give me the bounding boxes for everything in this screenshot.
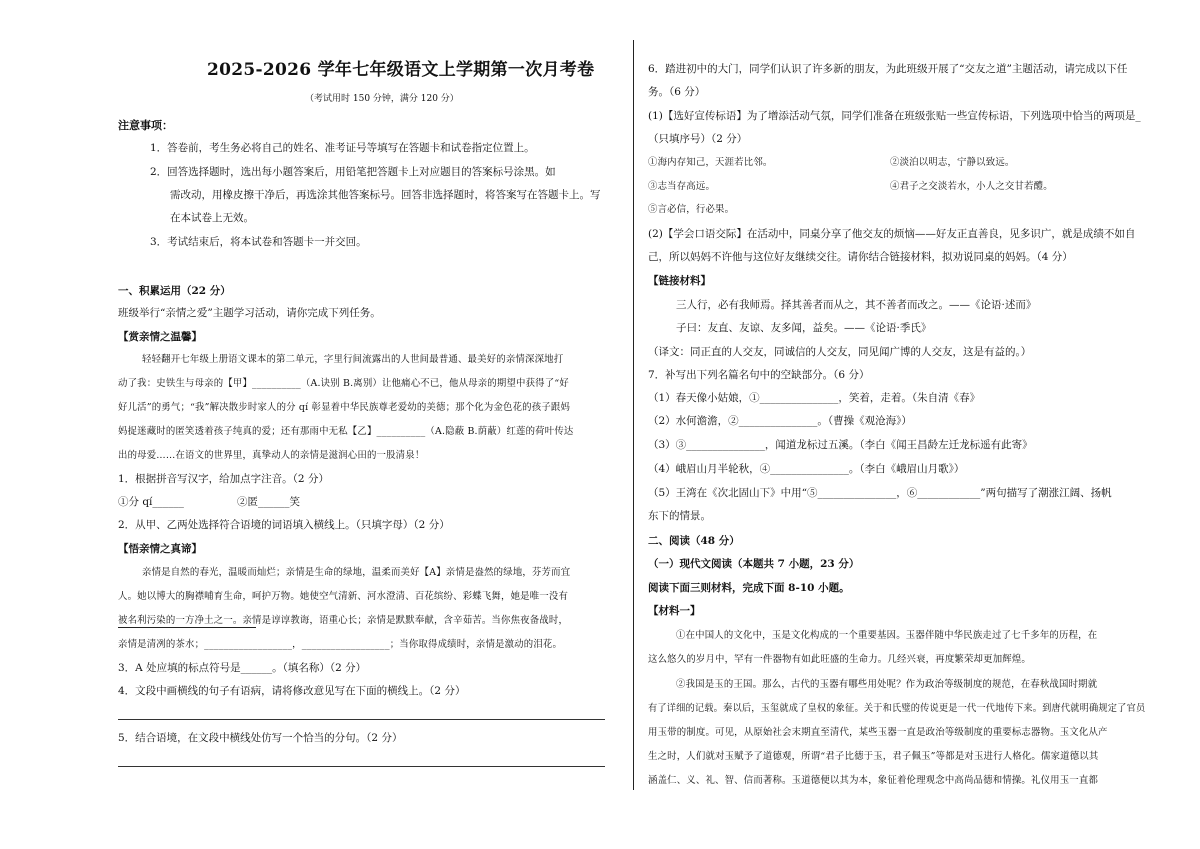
q7-item-1: （1）春天像小姑娘，①_______________，笑着，走着。（朱自清《春》 [648,392,981,404]
answer-line [118,719,605,720]
question-6-1-cont: （只填序号）（2 分） [648,133,748,145]
note-1: 1．答卷前，考生务必将自己的姓名、准考证号等填写在答题卡和试卷指定位置上。 [150,142,535,154]
material-line: 这么悠久的岁月中，罕有一件器物有如此旺盛的生命力。几经兴衰，再度繁荣却更加辉煌。 [648,654,1032,665]
option-3: ③志当存高远。 [648,181,716,192]
section-1-intro: 班级举行“亲情之爱”主题学习活动，请你完成下列任务。 [118,307,381,319]
material-line: ②我国是玉的王国。那么，古代的玉器有哪些用处呢？作为政治等级制度的规范，在春秋战国时期就 [676,679,1098,690]
question-6: 6．踏进初中的大门，同学们认识了许多新的朋友，为此班级开展了“交友之道”主题活动，请完成以下任 [648,63,1128,75]
question-1: 1．根据拼音写汉字，给加点字注音。（2 分） [118,473,329,485]
sentence-underline [118,627,256,628]
option-2: ②淡泊以明志，宁静以致远。 [890,157,1015,168]
column-divider [633,40,634,790]
passage1-line: 轻轻翻开七年级上册语文课本的第二单元，字里行间流露出的人世间最普通、最美好的亲情深深地打 [142,354,564,365]
material-1-heading: 【材料一】 [648,605,701,617]
passage1-line: 好儿活”的勇气；“我”解决散步时家人的分 qí 彰显着中华民族尊老爱幼的美德；那个化为金色花的孩子跟妈 [118,402,571,413]
passage2-line: 人。她以博大的胸襟哺育生命，呵护万物。她使空气清新、河水澄清、百花缤纷、彩蝶飞舞，她是唯一没有 [118,591,569,602]
option-4: ④君子之交淡若水，小人之交甘若醴。 [890,181,1053,192]
q7-item-5-cont: 东下的情景。 [648,510,711,522]
part1-heading: 【赏亲情之温馨】 [118,331,202,343]
material-line: 生之时，人们就对玉赋予了道德观，所谓“君子比德于玉，君子佩玉”等都是对玉进行人格化。儒家道德以其 [648,751,1099,762]
passage1-line: 出的母爱……在语文的世界里，真挚动人的亲情是滋润心田的一股清泉！ [118,450,425,461]
section-2-heading: 二、阅读（48 分） [648,535,740,547]
section-2-intro: 阅读下面三则材料，完成下面 8-10 小题。 [648,582,850,594]
q7-item-2: （2）水何澹澹，②_______________。（曹操《观沧海》） [648,415,912,427]
question-6-cont: 务。（6 分） [648,86,706,98]
link-heading: 【链接材料】 [648,275,711,287]
option-5: ⑤言必信，行必果。 [648,204,735,215]
material-line: ①在中国人的文化中，玉是文化构成的一个重要基因。玉器伴随中华民族走过了七千多年的历程，在 [676,630,1098,641]
note-3: 3．考试结束后，将本试卷和答题卡一并交回。 [150,236,367,248]
page-title: 2025-2026 学年七年级语文上学期第一次月考卷 [207,60,595,80]
section-1-heading: 一、积累运用（22 分） [118,285,231,297]
q7-item-5: （5）王湾在《次北固山下》中用“⑤_______________，⑥____________”两句描写了潮涨江阔、扬帆 [648,487,1112,499]
question-6-2-cont: 己，所以妈妈不许他与这位好友继续交往。请你结合链接材料，拟劝说同桌的妈妈。（4 分） [648,251,1073,263]
passage1-line: 动了我：史铁生与母亲的【甲】__________（A.诀别 B.离别）让他痛心不已，他从母亲的期望中获得了“好 [118,378,569,389]
section-2-1-heading: （一）现代文阅读（本题共 7 小题，23 分） [648,558,860,570]
question-3: 3．A 处应填的标点符号是______。（填名称）（2 分） [118,662,367,674]
passage1-line: 妈捉迷藏时的匿笑透着孩子纯真的爱；还有那雨中无私【乙】__________（A.隐蔽 B.荫蔽）红莲的荷叶传达 [118,426,574,437]
material-line: 有了详细的记载。秦以后，玉玺就成了皇权的象征。关于和氏璧的传说更是一代一代地传下来。到唐代就明确规定了官员 [648,703,1146,714]
question-1-b: ②匿______笑 [237,496,300,508]
notes-heading: 注意事项： [118,119,173,132]
note-2-cont2: 在本试卷上无效。 [170,212,254,224]
passage2-line: 亲情是清冽的茶水；__________________，__________________；当你取得成绩时，亲情是激动的泪花。 [118,639,563,650]
material-line: 用玉带的制度。可见，从原始社会末期直至清代，某些玉器一直是政治等级制度的重要标志器物。玉文化从产 [648,727,1108,738]
question-4: 4．文段中画横线的句子有语病，请将修改意见写在下面的横线上。（2 分） [118,685,466,697]
question-7: 7．补写出下列名篇名句中的空缺部分。（6 分） [648,369,870,381]
question-6-1: (1)【选好宣传标语】为了增添活动气氛，同学们准备在班级张贴一些宣传标语，下列选项中恰当的两项是_ [648,110,1141,122]
answer-line [118,766,605,767]
passage2-line: 亲情是自然的春光，温暖而灿烂；亲情是生命的绿地，温柔而美好【A】亲情是盎然的绿地，芬芳而宜 [142,567,571,578]
link-quote-1: 三人行，必有我师焉。择其善者而从之，其不善者而改之。——《论语·述而》 [676,299,1037,311]
exam-subtitle: （考试用时 150 分钟，满分 120 分） [305,94,459,104]
note-2-cont: 需改动，用橡皮擦干净后，再选涂其他答案标号。回答非选择题时，将答案写在答题卡上。写 [170,189,601,201]
q7-item-4: （4）峨眉山月半轮秋，④_______________。（李白《峨眉山月歌》） [648,463,965,475]
question-6-2: (2)【学会口语交际】在活动中，同桌分享了他交友的烦恼——好友正直善良，见多识广，就是成绩不如自 [648,228,1136,240]
question-1-a: ①分 qí______ [118,496,184,508]
q7-item-3: （3）③_______________，闻道龙标过五溪。（李白《闻王昌龄左迁龙标遥有此寄》 [648,439,1033,451]
option-1: ①海内存知己，天涯若比邻。 [648,157,773,168]
question-2: 2．从甲、乙两处选择符合语境的词语填入横线上。（只填字母）（2 分） [118,519,450,531]
question-5: 5．结合语境，在文段中横线处仿写一个恰当的分句。（2 分） [118,732,403,744]
part2-heading: 【悟亲情之真谛】 [118,543,202,555]
link-translation: （译文：同正直的人交友，同诚信的人交友，同见闻广博的人交友，这是有益的。） [648,346,1032,358]
note-2: 2．回答选择题时，选出每小题答案后，用铅笔把答题卡上对应题目的答案标号涂黑。如 [150,166,556,178]
link-quote-2: 子曰：友直、友谅、友多闻，益矣。——《论语·季氏》 [676,322,932,334]
passage2-line: 被名利污染的一方净土之一。亲情是谆谆教诲，语重心长；亲情是默默奉献，含辛茹苦。当你焦夜备战时， [118,615,569,626]
material-line: 涵盖仁、义、礼、智、信而著称。玉道德便以其为本，象征着伦理观念中高尚品德和情操。礼仪用玉一直都 [648,775,1099,786]
